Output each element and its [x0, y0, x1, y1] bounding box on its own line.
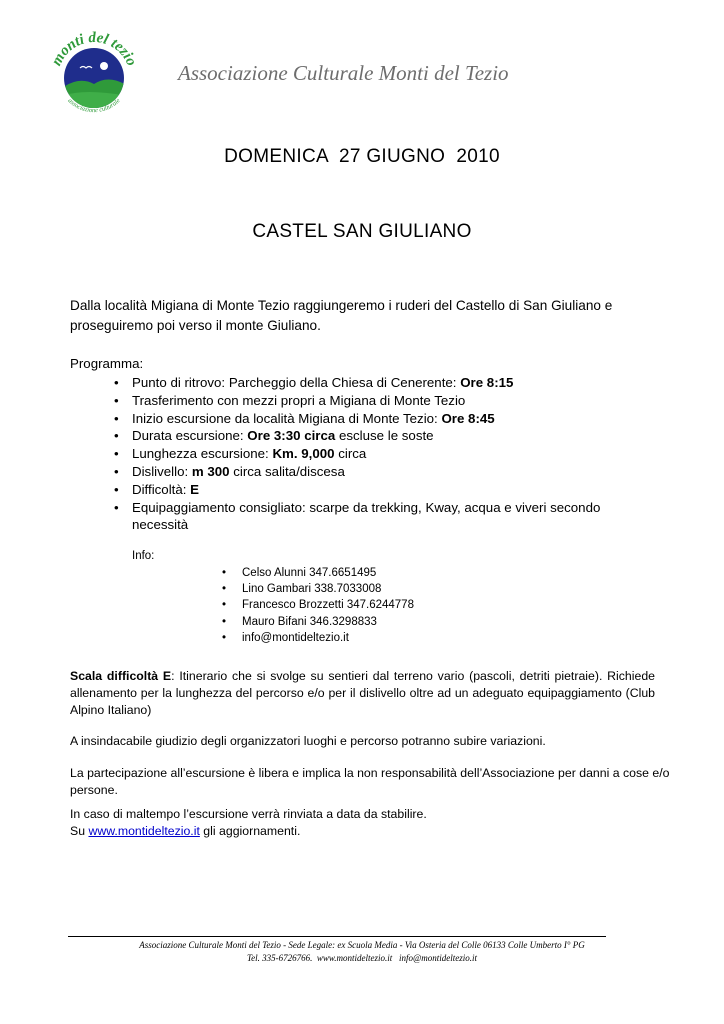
bullet-icon: •	[114, 499, 119, 515]
intro-paragraph: Dalla località Migiana di Monte Tezio raggiungeremo i ruderi del Castello di San Giuliano e proseguiremo poi verso il monte Giuliano.	[70, 298, 613, 333]
list-item: • Durata escursione: Ore 3:30 circa escluse le soste	[114, 428, 434, 444]
list-item: • Equipaggiamento consigliato: scarpe da trekking, Kway, acqua e viveri secondo necessità	[114, 499, 601, 533]
bullet-icon: •	[222, 599, 227, 612]
list-item: • Difficoltà: E	[114, 481, 200, 497]
footer-contacts: Tel. 335-6726766. www.montideltezio.it info@montideltezio.it	[246, 953, 478, 963]
bullet-icon: •	[114, 446, 119, 462]
contacts-list	[132, 565, 414, 646]
bullet-icon: •	[114, 428, 119, 444]
bullet-icon: •	[114, 463, 119, 479]
bullet-icon: •	[114, 375, 119, 390]
note-paragraph: In caso di maltempo l’escursione verrà rinviata a data da stabilire. Su www.montideltezio.it gli aggiornamenti.	[70, 807, 427, 838]
note-paragraph: A insindacabile giudizio degli organizzatori luoghi e percorso potranno subire variazioni.	[70, 734, 546, 748]
association-name: Associazione Culturale Monti del Tezio	[178, 61, 509, 85]
footer-divider	[68, 936, 606, 937]
program-label: Programma:	[70, 356, 144, 371]
list-item: • info@montideltezio.it	[132, 630, 414, 646]
list-item: • Punto di ritrovo: Parcheggio della Chiesa di Cenerente: Ore 8:15	[114, 375, 514, 390]
bullet-icon: •	[222, 615, 227, 628]
event-date: DOMENICA 27 GIUGNO 2010	[224, 146, 500, 167]
list-item: • Celso Alunni 347.6651495	[132, 565, 414, 581]
bullet-icon: •	[222, 631, 227, 644]
bullet-icon: •	[222, 583, 227, 596]
list-item: • Inizio escursione da località Migiana di Monte Tezio: Ore 8:45	[114, 410, 495, 426]
list-item: • Trasferimento con mezzi propri a Migiana di Monte Tezio	[114, 392, 466, 408]
event-title: CASTEL SAN GIULIANO	[252, 221, 472, 242]
list-item: • Mauro Bifani 346.3298833	[132, 614, 414, 630]
list-item: • Lino Gambari 338.7033008	[132, 581, 414, 597]
difficulty-scale-label: Scala difficoltà E	[70, 669, 172, 683]
list-item: • Francesco Brozzetti 347.6244778	[132, 597, 414, 613]
difficulty-scale-paragraph: Scala difficoltà E: Itinerario che si svolge su sentieri dal terreno vario (pascoli, detriti pietraie). Richiede allenamento per la lunghezza del percorso e/o per il dislivello oltre ad un adeguato equipaggiamento (Club Alpino Italiano)	[70, 669, 655, 717]
association-logo	[44, 26, 144, 126]
logo-text-bottom: associazione culturale	[66, 97, 122, 115]
website-link[interactable]: www.montideltezio.it	[88, 824, 200, 838]
list-item: • Dislivello: m 300 circa salita/discesa	[114, 463, 345, 479]
bullet-icon: •	[114, 481, 119, 497]
note-paragraph: La partecipazione all’escursione è libera e implica la non responsabilità dell’Associazione per danni a cose e/o persone.	[70, 766, 670, 797]
bullet-icon: •	[114, 392, 119, 408]
footer-address: Associazione Culturale Monti del Tezio - Sede Legale: ex Scuola Media - Via Osteria del Colle 06133 Colle Umberto I° PG	[139, 940, 585, 950]
bullet-icon: •	[222, 567, 227, 579]
program-list	[70, 374, 640, 534]
list-item: • Lunghezza escursione: Km. 9,000 circa	[114, 446, 367, 462]
bullet-icon: •	[114, 410, 119, 426]
info-label: Info:	[132, 550, 155, 562]
logo-text-top: monti del tezio	[48, 29, 140, 69]
